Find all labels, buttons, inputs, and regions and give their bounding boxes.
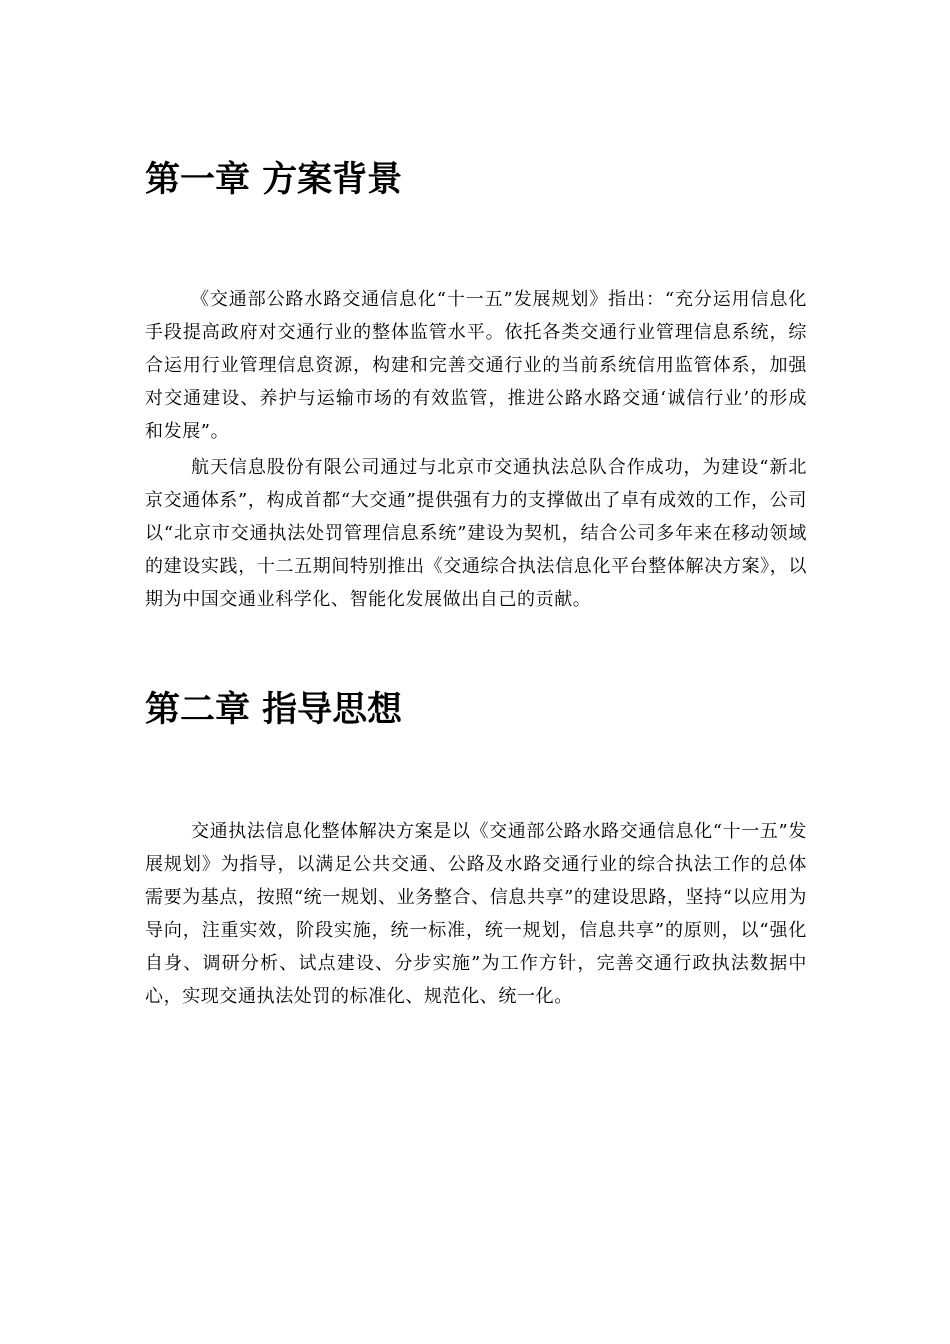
chapter-1-body: [145, 283, 807, 619]
chapter-2-paragraph-1: 交通执法信息化整体解决方案是以《交通部公路水路交通信息化“十一五”发展规划》为指导，以满足公共交通、公路及水路交通行业的综合执法工作的总体需要为基点，按照“统一规划、业务整合、信息共享”的建设思路，坚持“以应用为导向，注重实效，阶段实施，统一标准，统一规划，信息共享”的原则，以“强化自身、调研分析、试点建设、分步实施”为工作方针，完善交通行政执法数据中心，实现交通执法处罚的标准化、规范化、统一化。: [145, 821, 807, 1007]
chapter-1-heading: 第一章 方案背景: [145, 160, 403, 200]
chapter-1-paragraph-1: 《交通部公路水路交通信息化“十一五”发展规划》指出：“充分运用信息化手段提高政府对交通行业的整体监管水平。依托各类交通行业管理信息系统，综合运用行业管理信息资源，构建和完善交通行业的当前系统信用监管体系，加强对交通建设、养护与运输市场的有效监管，推进公路水路交通‘诚信行业’的形成和发展”。: [145, 289, 807, 442]
chapter-2-heading: 第二章 指导思想: [145, 690, 403, 730]
chapter-2-body: [145, 815, 807, 1016]
chapter-1-paragraph-2: 航天信息股份有限公司通过与北京市交通执法总队合作成功，为建设“新北京交通体系”，构成首都“大交通”提供强有力的支撑做出了卓有成效的工作，公司以“北京市交通执法处罚管理信息系统”建设为契机，结合公司多年来在移动领域的建设实践，十二五期间特别推出《交通综合执法信息化平台整体解决方案》，以期为中国交通业科学化、智能化发展做出自己的贡献。: [145, 457, 807, 610]
